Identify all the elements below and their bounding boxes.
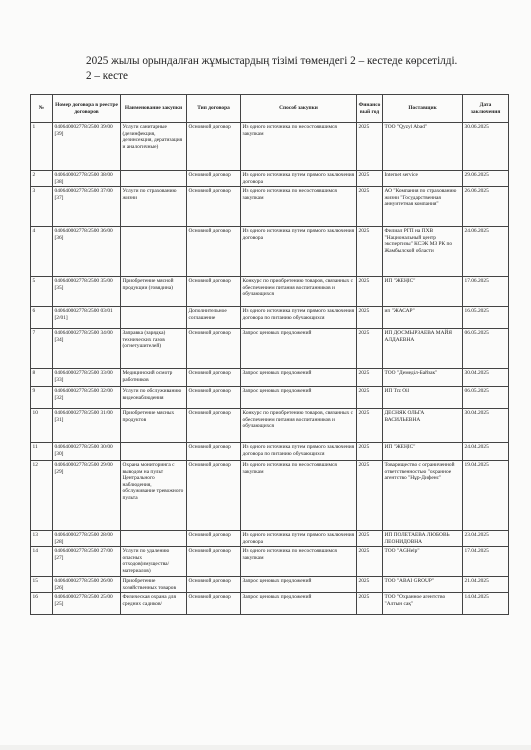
cell-supplier: Товарищество с ограниченной ответственностью "охранное агентство "Нұр-Дифенс" xyxy=(383,461,463,531)
cell-year: 2025 xyxy=(357,547,383,577)
table-row xyxy=(31,369,509,387)
cell-year: 2025 xyxy=(357,187,383,227)
cell-num: 040640002778/2500 36/00 [36] xyxy=(53,227,121,277)
cell-name: Услуги по удалению опасных отходов(имущества/материалов) xyxy=(121,547,187,577)
cell-name xyxy=(121,307,187,329)
cell-num: 040640002778/2500 34/00 [34] xyxy=(53,329,121,369)
cell-supplier: ИП "ЖЕҢІС" xyxy=(383,443,463,461)
cell-method: Конкурс по приобретению товаров, связанных с обеспечением питания воспитанников и обучающихся xyxy=(241,409,357,443)
cell-date: 14.04.2025 xyxy=(463,593,509,615)
cell-name xyxy=(121,443,187,461)
table-row xyxy=(31,277,509,307)
cell-method: Запрос ценовых предложений xyxy=(241,369,357,387)
cell-method: Из одного источника путем прямого заключения договора по питанию обучающихся xyxy=(241,443,357,461)
cell-name: Медицинский осмотр работников xyxy=(121,369,187,387)
col-procurement-method: Способ закупки xyxy=(241,95,357,123)
table-row xyxy=(31,307,509,329)
cell-date: 26.06.2025 xyxy=(463,187,509,227)
table-row xyxy=(31,409,509,443)
cell-type: Основной договор xyxy=(187,547,241,577)
table-row xyxy=(31,329,509,369)
cell-num: 040640002778/2500 37/00 [37] xyxy=(53,187,121,227)
table-row xyxy=(31,547,509,577)
cell-type: Дополнительное соглашение xyxy=(187,307,241,329)
table-header-row xyxy=(31,95,509,123)
cell-date: 30.04.2025 xyxy=(463,369,509,387)
cell-n: 9 xyxy=(31,387,53,409)
cell-type: Основной договор xyxy=(187,369,241,387)
cell-name: Услуги по страхованию жизни xyxy=(121,187,187,227)
cell-method: Из одного источника по несостоявшимся закупкам xyxy=(241,123,357,171)
cell-name xyxy=(121,531,187,547)
cell-supplier: ТОО "Охранное агентство "Алтын сақ" xyxy=(383,593,463,615)
cell-supplier: ТОО "ABAI GROUP" xyxy=(383,577,463,593)
cell-year: 2025 xyxy=(357,387,383,409)
cell-n: 2 xyxy=(31,171,53,187)
cell-num: 040640002778/2500 03/01 [2/01] xyxy=(53,307,121,329)
cell-type: Основной договор xyxy=(187,531,241,547)
cell-name xyxy=(121,227,187,277)
cell-num: 040640002778/2500 26/00 [26] xyxy=(53,577,121,593)
contracts-table xyxy=(30,94,509,615)
cell-method: Запрос ценовых предложений xyxy=(241,593,357,615)
col-registry-number: Номер договора в реестре договоров xyxy=(53,95,121,123)
cell-year: 2025 xyxy=(357,277,383,307)
cell-method: Конкурс по приобретению товаров, связанных с обеспечением питания воспитанников и обучающихся xyxy=(241,277,357,307)
cell-supplier: ТОО "Демеділ-Байзак" xyxy=(383,369,463,387)
cell-type: Основной договор xyxy=(187,443,241,461)
cell-n: 8 xyxy=(31,369,53,387)
cell-n: 10 xyxy=(31,409,53,443)
cell-date: 30.04.2025 xyxy=(463,409,509,443)
cell-method: Из одного источника по несостоявшимся закупкам xyxy=(241,461,357,531)
cell-type: Основной договор xyxy=(187,277,241,307)
cell-name: Физическая охрана для средних садиков/ xyxy=(121,593,187,615)
cell-year: 2025 xyxy=(357,461,383,531)
cell-method: Из одного источника по несостоявшимся закупкам xyxy=(241,547,357,577)
cell-year: 2025 xyxy=(357,369,383,387)
cell-supplier: ип "ЖАСАР" xyxy=(383,307,463,329)
cell-year: 2025 xyxy=(357,227,383,277)
table-row xyxy=(31,387,509,409)
cell-method: Из одного источника по несостоявшимся закупкам xyxy=(241,187,357,227)
cell-num: 040640002778/2500 30/00 [30] xyxy=(53,443,121,461)
table-row xyxy=(31,577,509,593)
cell-supplier: ТОО "AGHelp" xyxy=(383,547,463,577)
cell-num: 040640002778/2500 29/00 [29] xyxy=(53,461,121,531)
cell-year: 2025 xyxy=(357,329,383,369)
cell-num: 040640002778/2500 31/00 [31] xyxy=(53,409,121,443)
cell-date: 30.06.2025 xyxy=(463,123,509,171)
cell-n: 11 xyxy=(31,443,53,461)
cell-num: 040640002778/2500 39/00 [39] xyxy=(53,123,121,171)
cell-n: 3 xyxy=(31,187,53,227)
cell-type: Основной договор xyxy=(187,593,241,615)
cell-n: 14 xyxy=(31,547,53,577)
table-row xyxy=(31,531,509,547)
cell-date: 23.04.2025 xyxy=(463,531,509,547)
cell-n: 1 xyxy=(31,123,53,171)
table-row xyxy=(31,187,509,227)
cell-date: 06.05.2025 xyxy=(463,387,509,409)
cell-type: Основной договор xyxy=(187,577,241,593)
cell-type: Основной договор xyxy=(187,387,241,409)
cell-supplier: ИП ПОЛЕТАЕВА ЛЮБОВЬ ЛЕОНИДОВНА xyxy=(383,531,463,547)
table-row xyxy=(31,593,509,615)
cell-num: 040640002778/2500 38/00 [38] xyxy=(53,171,121,187)
cell-type: Основной договор xyxy=(187,409,241,443)
cell-num: 040640002778/2500 25/00 [25] xyxy=(53,593,121,615)
cell-num: 040640002778/2500 28/00 [28] xyxy=(53,531,121,547)
cell-n: 6 xyxy=(31,307,53,329)
cell-type: Основной договор xyxy=(187,329,241,369)
cell-type: Основной договор xyxy=(187,187,241,227)
cell-supplier: ДЕСНЯК ОЛЬГА ВАСИЛЬЕВНА xyxy=(383,409,463,443)
cell-num: 040640002778/2500 27/00 [27] xyxy=(53,547,121,577)
col-fiscal-year: Финансовый год xyxy=(357,95,383,123)
col-procurement-name: Наименование закупки xyxy=(121,95,187,123)
cell-num: 040640002778/2500 33/00 [33] xyxy=(53,369,121,387)
cell-name: Охрана мониторинга с выводом на пульт Центрального наблюдения, обслуживание тревожного пульта xyxy=(121,461,187,531)
cell-n: 7 xyxy=(31,329,53,369)
cell-type: Основной договор xyxy=(187,461,241,531)
table-row xyxy=(31,443,509,461)
cell-date: 21.04.2025 xyxy=(463,577,509,593)
cell-year: 2025 xyxy=(357,409,383,443)
cell-n: 16 xyxy=(31,593,53,615)
cell-year: 2025 xyxy=(357,123,383,171)
table-row xyxy=(31,227,509,277)
cell-type: Основной договор xyxy=(187,171,241,187)
cell-supplier: ИП ДОСМЫРЗАЕВА МАЙЯ АЛДАЕВНА xyxy=(383,329,463,369)
col-supplier: Поставщик xyxy=(383,95,463,123)
cell-supplier: ИП "ЖЕҢІС" xyxy=(383,277,463,307)
section-heading xyxy=(86,54,506,84)
cell-type: Основной договор xyxy=(187,227,241,277)
page-bottom-edge xyxy=(0,745,531,750)
cell-date: 19.04.2025 xyxy=(463,461,509,531)
cell-method: Из одного источника путем прямого заключения договора xyxy=(241,171,357,187)
cell-name: Приобретение мясной продукции (говядина) xyxy=(121,277,187,307)
table-row xyxy=(31,123,509,171)
cell-num: 040640002778/2500 32/00 [32] xyxy=(53,387,121,409)
cell-date: 24.04.2025 xyxy=(463,443,509,461)
cell-supplier: АО "Компания по страхованию жизни "Государственная аннуитетная компания" xyxy=(383,187,463,227)
cell-supplier: Филиал РГП на ПХВ "Национальный центр экспертизы" КСЭК МЗ РК по Жамбылской области xyxy=(383,227,463,277)
cell-date: 06.05.2025 xyxy=(463,329,509,369)
cell-method: Из одного источника путем прямого заключения договора по питанию обучающихся xyxy=(241,307,357,329)
cell-date: 17.06.2025 xyxy=(463,277,509,307)
cell-name: Приобретение мясных продуктов xyxy=(121,409,187,443)
cell-type: Основной договор xyxy=(187,123,241,171)
cell-date: 16.05.2025 xyxy=(463,307,509,329)
cell-method: Запрос ценовых предложений xyxy=(241,577,357,593)
cell-name: Услуги санитарные (дезинфекция, дезинсекция, дератизация и аналогичные) xyxy=(121,123,187,171)
cell-name: Заправка (зарядка) технических газов (огнетушителей) xyxy=(121,329,187,369)
col-date: Дата заключения xyxy=(463,95,509,123)
cell-n: 5 xyxy=(31,277,53,307)
cell-method: Запрос ценовых предложений xyxy=(241,329,357,369)
cell-method: Из одного источника путем прямого заключения договора xyxy=(241,227,357,277)
cell-name: Услуги по обслуживанию видеонаблюдения xyxy=(121,387,187,409)
cell-name xyxy=(121,171,187,187)
cell-date: 17.04.2025 xyxy=(463,547,509,577)
cell-n: 13 xyxy=(31,531,53,547)
col-number: № xyxy=(31,95,53,123)
table-row xyxy=(31,461,509,531)
cell-name: Приобретение хозяйственных товаров xyxy=(121,577,187,593)
cell-supplier: Internet service xyxy=(383,171,463,187)
cell-supplier: ИП Trz Oil xyxy=(383,387,463,409)
cell-num: 040640002778/2500 35/00 [35] xyxy=(53,277,121,307)
cell-n: 15 xyxy=(31,577,53,593)
table-caption: 2 – кесте xyxy=(86,70,129,82)
heading-line-1: 2025 жылы орындалған жұмыстардың тізімі төмендегі 2 – кестеде көрсетілді. xyxy=(86,55,458,67)
cell-supplier: ТОО "Qyzyl Abad" xyxy=(383,123,463,171)
cell-date: 24.06.2025 xyxy=(463,227,509,277)
cell-n: 12 xyxy=(31,461,53,531)
table-row xyxy=(31,171,509,187)
cell-year: 2025 xyxy=(357,443,383,461)
cell-year: 2025 xyxy=(357,577,383,593)
cell-year: 2025 xyxy=(357,171,383,187)
cell-method: Запрос ценовых предложений xyxy=(241,387,357,409)
col-contract-type: Тип договора xyxy=(187,95,241,123)
cell-year: 2025 xyxy=(357,307,383,329)
cell-date: 29.06.2025 xyxy=(463,171,509,187)
cell-n: 4 xyxy=(31,227,53,277)
cell-year: 2025 xyxy=(357,593,383,615)
cell-year: 2025 xyxy=(357,531,383,547)
cell-method: Из одного источника путем прямого заключения договора xyxy=(241,531,357,547)
